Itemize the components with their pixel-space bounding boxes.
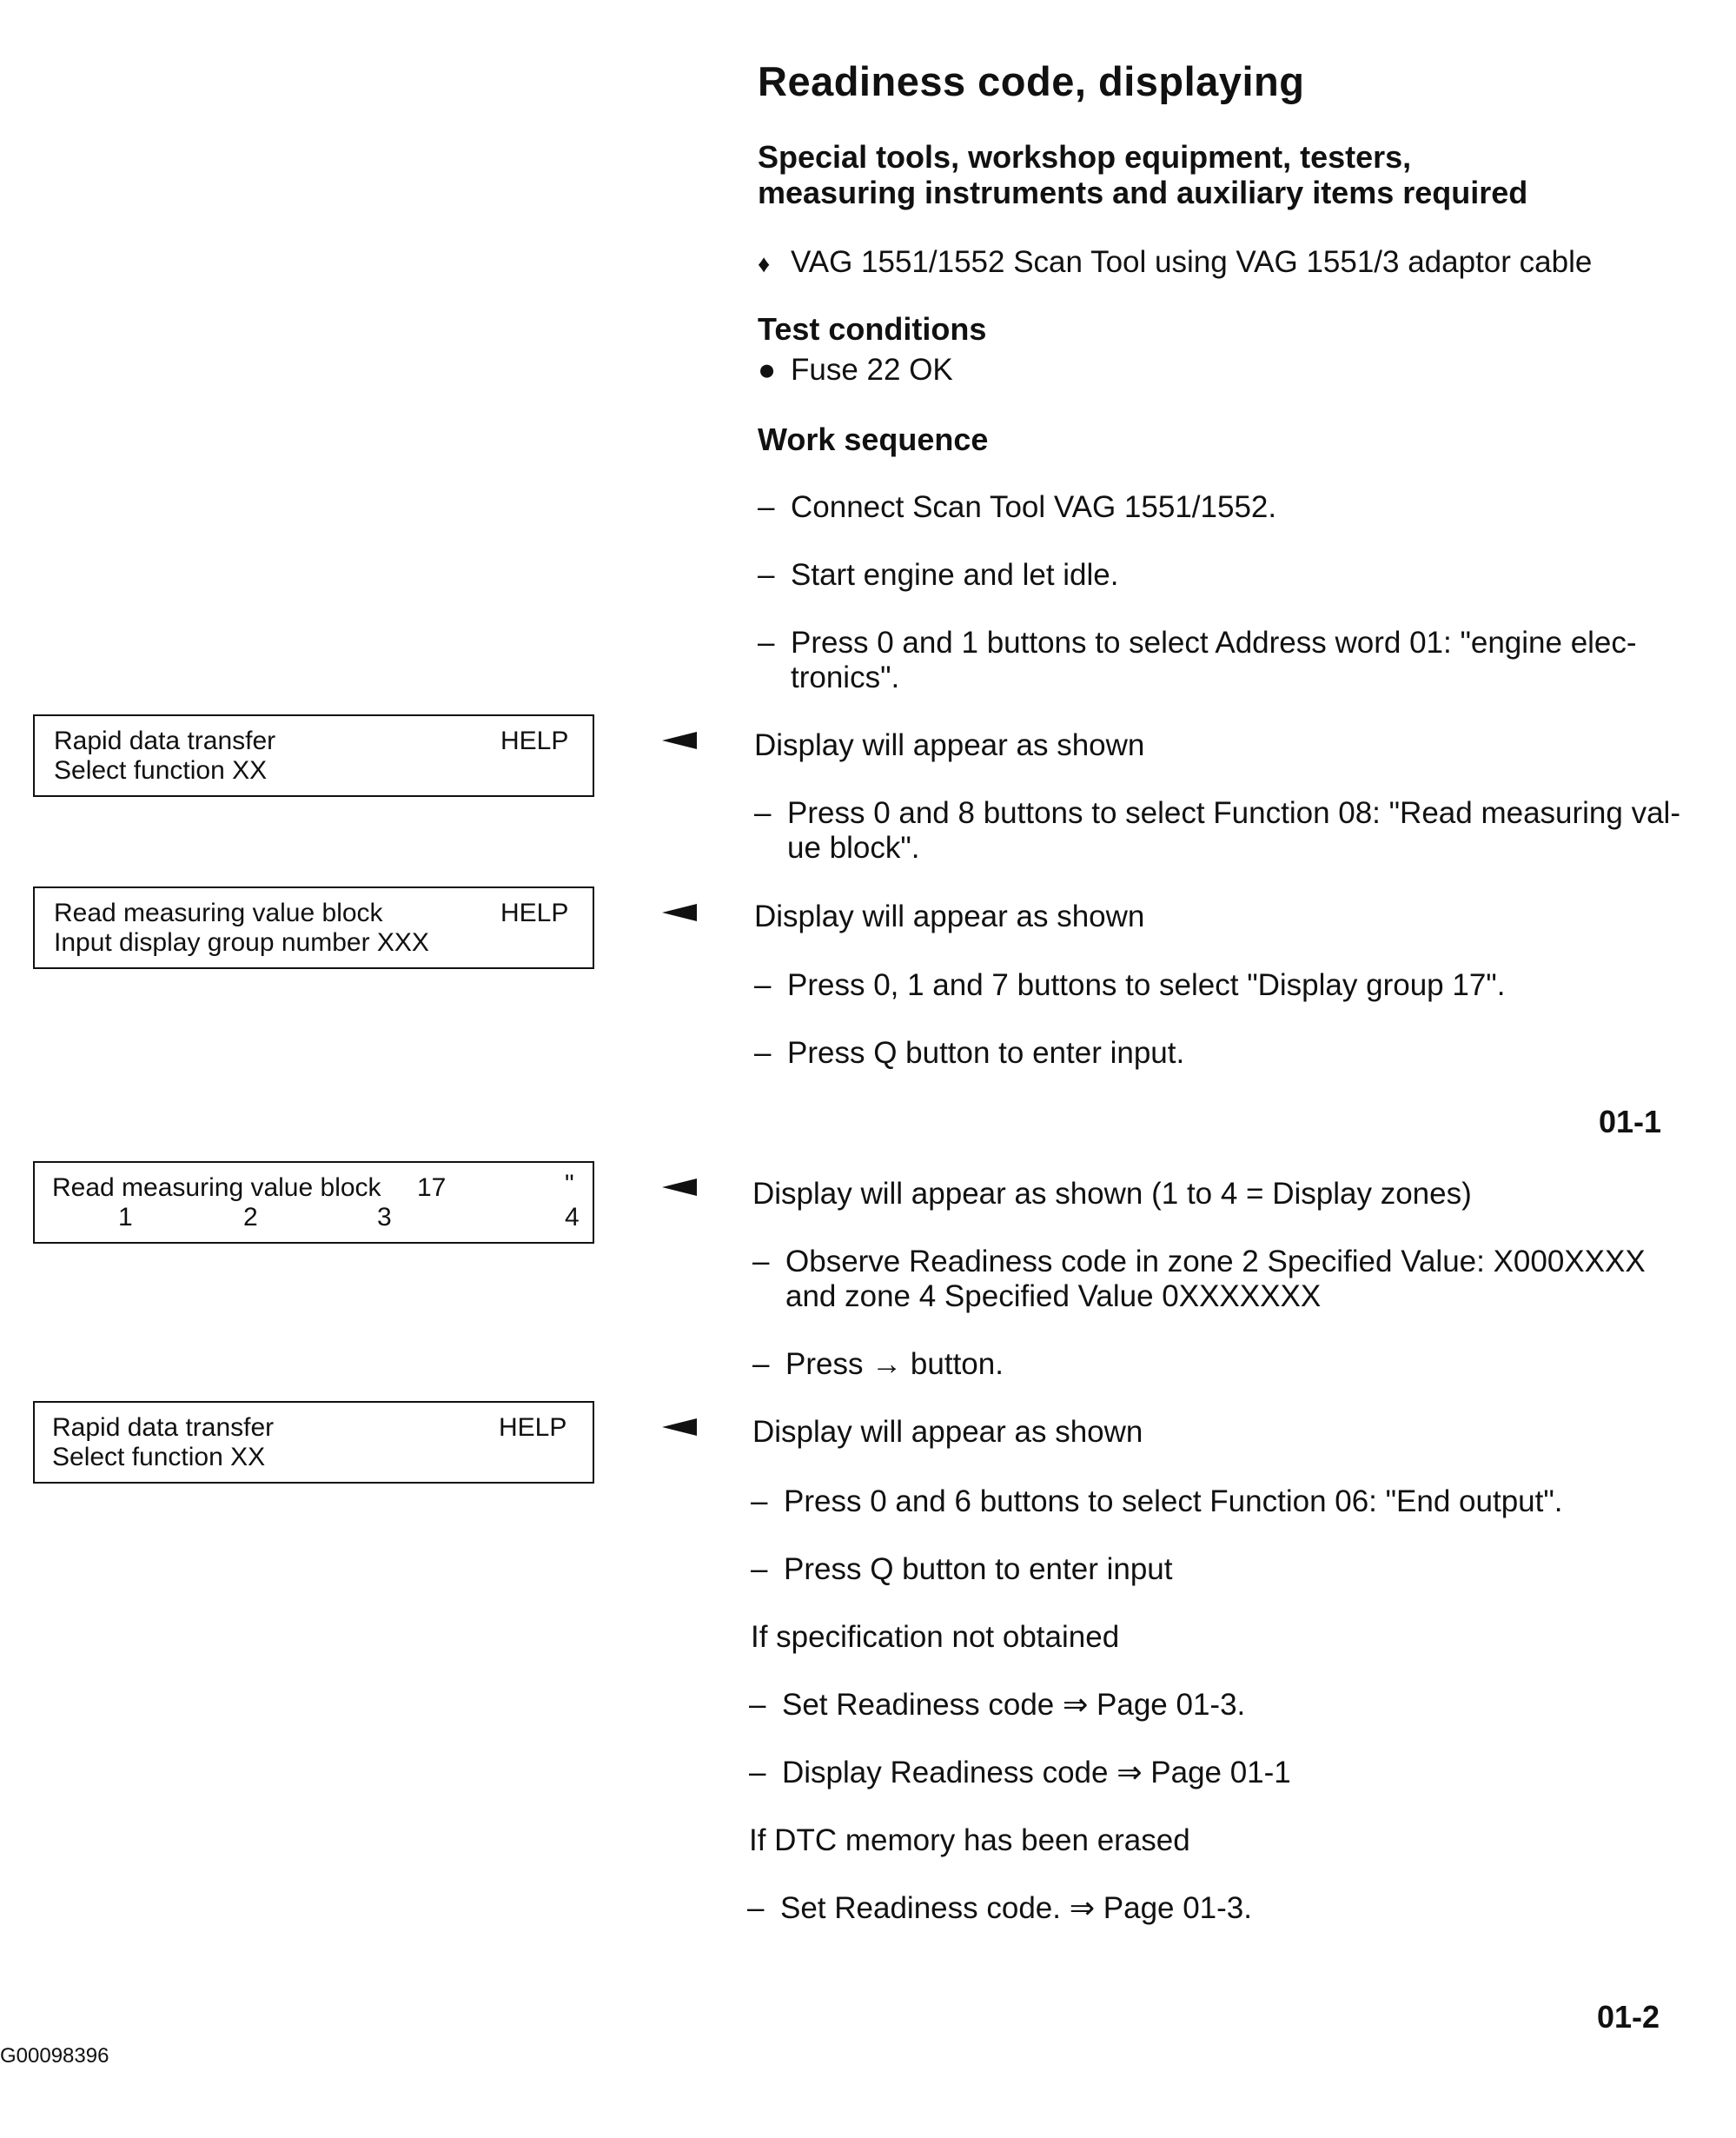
pointer-arrow-icon [662, 1179, 697, 1196]
display-line2: Select function XX [52, 1443, 266, 1471]
step-observe-readiness [752, 1245, 1700, 1314]
tools-heading-line2: measuring instruments and auxiliary items required [758, 175, 1528, 210]
display-note-text: Display will appear as shown [752, 1415, 1143, 1449]
tools-heading-line1: Special tools, workshop equipment, testers, [758, 139, 1412, 175]
step-select-function-08 [754, 796, 1701, 866]
step-set-readiness-2 [747, 1891, 1694, 1926]
step-select-address [758, 626, 1705, 695]
step-text-line1: Press 0 and 1 buttons to select Address word 01: "engine elec- [791, 626, 1637, 660]
step-set-readiness [749, 1688, 1696, 1723]
display-help: HELP [500, 899, 569, 927]
display-help: HELP [500, 727, 569, 755]
tools-item-text: VAG 1551/1552 Scan Tool using VAG 1551/3 adaptor cable [791, 245, 1593, 279]
step-text-line2: and zone 4 Specified Value 0XXXXXXX [785, 1279, 1322, 1313]
display-quote-mark: " [565, 1170, 574, 1198]
tester-display-rapid-data-1 [33, 714, 594, 797]
step-text: Press 0, 1 and 7 buttons to select "Display group 17". [787, 968, 1506, 1002]
pointer-arrow-icon [662, 1418, 697, 1436]
step-text: Set Readiness code. ⇒ Page 01-3. [780, 1891, 1252, 1925]
tester-display-rapid-data-2 [33, 1401, 594, 1484]
step-text-line1: Press 0 and 8 buttons to select Function 08: "Read measuring val- [787, 796, 1680, 830]
tools-list-item [758, 245, 1705, 280]
dash-marker: – [747, 1891, 765, 1925]
test-conditions-heading: Test conditions [758, 311, 987, 347]
step-text-line2: tronics". [791, 661, 900, 694]
tools-heading [758, 139, 1527, 210]
display-note-text: Display will appear as shown [754, 900, 1145, 933]
dash-marker: – [749, 1756, 766, 1789]
dash-marker: – [754, 968, 772, 1002]
step-end-output [751, 1484, 1698, 1519]
dash-marker: – [758, 490, 775, 524]
condition-text: If specification not obtained [751, 1620, 1120, 1654]
display-line1: Rapid data transfer [54, 727, 276, 755]
dash-marker: – [752, 1245, 770, 1278]
work-sequence-heading: Work sequence [758, 422, 989, 457]
dash-marker: – [754, 796, 772, 830]
step-enter-input-2 [751, 1552, 1698, 1587]
dash-marker: – [752, 1347, 770, 1381]
condition-dtc-erased [749, 1823, 1696, 1858]
dash-marker: – [754, 1036, 772, 1070]
step-press-arrow [752, 1347, 1700, 1382]
display-note-3 [752, 1177, 1700, 1212]
display-line2: Input display group number XXX [54, 928, 429, 957]
test-conditions-item [758, 353, 1705, 388]
display-help: HELP [499, 1413, 567, 1442]
step-text: Press → button. [785, 1347, 1004, 1381]
step-text: Start engine and let idle. [791, 558, 1119, 592]
tester-display-read-block [33, 886, 594, 969]
display-zone-1: 1 [118, 1203, 133, 1232]
step-enter-input [754, 1036, 1701, 1071]
page-number-01-2: 01-2 [1597, 1999, 1660, 2035]
display-note-text: Display will appear as shown [754, 728, 1145, 762]
display-line1: Rapid data transfer [52, 1413, 275, 1442]
display-line2: Select function XX [54, 756, 268, 785]
step-text: Press Q button to enter input. [787, 1036, 1185, 1070]
tester-display-group-17 [33, 1161, 594, 1244]
page-number-01-1: 01-1 [1599, 1104, 1662, 1139]
pointer-arrow-icon [662, 904, 697, 921]
step-display-readiness [749, 1756, 1696, 1790]
dash-marker: – [749, 1688, 766, 1722]
step-text: Display Readiness code ⇒ Page 01-1 [782, 1756, 1291, 1789]
condition-text: If DTC memory has been erased [749, 1823, 1190, 1857]
display-note-text: Display will appear as shown (1 to 4 = Display zones) [752, 1177, 1472, 1211]
page-title: Readiness code, displaying [758, 58, 1305, 104]
display-note-1 [754, 728, 1701, 763]
dash-marker: – [758, 558, 775, 592]
display-line1: Read measuring value block [54, 899, 383, 927]
step-start-engine [758, 558, 1705, 593]
test-conditions-text: Fuse 22 OK [791, 353, 953, 387]
image-code: G00098396 [0, 2044, 109, 2068]
display-zone-2: 2 [243, 1203, 258, 1232]
step-select-group-17 [754, 968, 1701, 1003]
condition-not-obtained [751, 1620, 1698, 1655]
dash-marker: – [751, 1552, 768, 1586]
display-zone-4: 4 [565, 1203, 580, 1232]
display-group-number: 17 [417, 1173, 447, 1202]
step-text: Connect Scan Tool VAG 1551/1552. [791, 490, 1277, 524]
diamond-bullet-icon: ♦ [758, 250, 771, 277]
step-text: Press 0 and 6 buttons to select Function 06: "End output". [784, 1484, 1563, 1518]
dot-bullet-icon: ● [758, 353, 777, 387]
step-text: Press Q button to enter input [784, 1552, 1173, 1586]
display-line1: Read measuring value block [52, 1173, 381, 1202]
pointer-arrow-icon [662, 732, 697, 749]
step-text: Set Readiness code ⇒ Page 01-3. [782, 1688, 1246, 1722]
step-connect [758, 490, 1705, 525]
display-note-2 [754, 900, 1701, 934]
dash-marker: – [758, 626, 775, 660]
step-text-line2: ue block". [787, 831, 920, 865]
display-note-4 [752, 1415, 1700, 1450]
step-text-line1: Observe Readiness code in zone 2 Specified Value: X000XXXX [785, 1245, 1646, 1278]
dash-marker: – [751, 1484, 768, 1518]
display-zone-3: 3 [377, 1203, 392, 1232]
